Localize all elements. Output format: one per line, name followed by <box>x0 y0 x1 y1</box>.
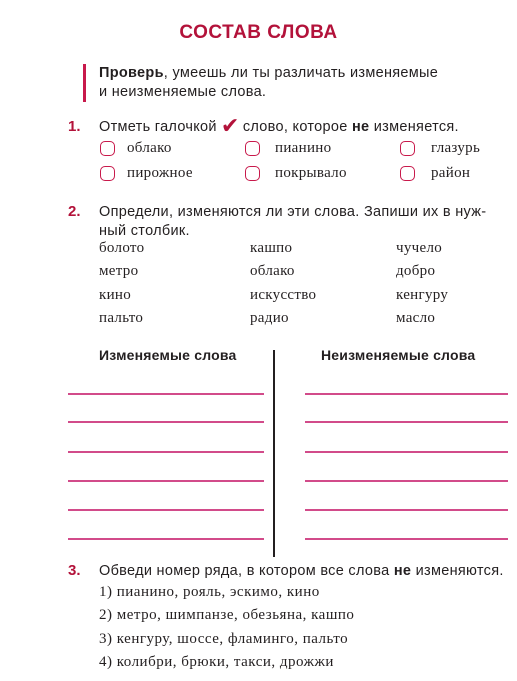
task1-text-middle: слово, которое <box>242 119 348 135</box>
intro-line2: и неизменяемые слова. <box>99 84 267 100</box>
word: пальто <box>99 310 144 326</box>
checkmark-icon: ✔ <box>220 113 240 138</box>
task3-number: 3. <box>68 562 81 579</box>
task1-text <box>99 113 509 138</box>
option-label: покрывало <box>275 165 347 181</box>
checkbox-pirozhnoe[interactable] <box>100 166 115 181</box>
row-option-3[interactable]: 3) кенгуру, шоссе, фламинго, пальто <box>99 631 349 647</box>
writing-line[interactable] <box>305 421 508 423</box>
writing-line[interactable] <box>68 451 264 453</box>
row-option-4[interactable]: 4) колибри, брюки, такси, дрожжи <box>99 654 334 670</box>
option-label: пианино <box>275 140 332 156</box>
task2-line2: ный столбик. <box>99 223 190 239</box>
checkbox-oblako[interactable] <box>100 141 115 156</box>
writing-line[interactable] <box>305 538 508 540</box>
task1-text-after: изменяется. <box>373 119 459 135</box>
task1-text-before: Отметь галочкой <box>99 119 217 135</box>
row-option-1[interactable]: 1) пианино, рояль, эскимо, кино <box>99 584 320 600</box>
word: облако <box>250 263 295 279</box>
writing-line[interactable] <box>305 393 508 395</box>
writing-line[interactable] <box>305 480 508 482</box>
intro-accent-bar <box>83 64 86 102</box>
intro-bold: Проверь <box>99 65 164 81</box>
checkbox-pianino[interactable] <box>245 141 260 156</box>
right-column-header: Неизменяемые слова <box>321 347 476 363</box>
option-label: облако <box>127 140 172 156</box>
task2-number: 2. <box>68 203 81 220</box>
word: болото <box>99 240 145 256</box>
writing-line[interactable] <box>305 451 508 453</box>
page-title: СОСТАВ СЛОВА <box>179 22 338 43</box>
row-option-2[interactable]: 2) метро, шимпанзе, обезьяна, кашпо <box>99 607 355 623</box>
task3-text <box>99 562 509 581</box>
task3-text-bold: не <box>393 563 412 579</box>
task1-number: 1. <box>68 118 81 135</box>
word: чучело <box>396 240 443 256</box>
task3-text-before: Обведи номер ряда, в котором все слова <box>99 563 390 579</box>
word: искусство <box>250 287 317 303</box>
word: масло <box>396 310 436 326</box>
task1-text-bold: не <box>351 119 370 135</box>
word: радио <box>250 310 289 326</box>
writing-line[interactable] <box>68 480 264 482</box>
writing-line[interactable] <box>68 538 264 540</box>
task3-text-after: изменяются. <box>415 563 504 579</box>
writing-line[interactable] <box>305 509 508 511</box>
word: кенгуру <box>396 287 449 303</box>
writing-line[interactable] <box>68 393 264 395</box>
checkbox-rayon[interactable] <box>400 166 415 181</box>
intro-text <box>99 64 509 102</box>
word: добро <box>396 263 436 279</box>
intro-line1: , умеешь ли ты различать изменяемые <box>163 65 439 81</box>
task2-text <box>99 203 509 241</box>
writing-line[interactable] <box>68 421 264 423</box>
writing-line[interactable] <box>68 509 264 511</box>
word: кино <box>99 287 132 303</box>
checkbox-pokryvalo[interactable] <box>245 166 260 181</box>
option-label: глазурь <box>431 140 481 156</box>
option-label: пирожное <box>127 165 193 181</box>
option-label: район <box>431 165 471 181</box>
task2-line1: Определи, изменяются ли эти слова. Запиши их в нуж- <box>99 204 487 220</box>
word: кашпо <box>250 240 293 256</box>
checkbox-glazur[interactable] <box>400 141 415 156</box>
word: метро <box>99 263 139 279</box>
column-divider <box>273 350 275 557</box>
left-column-header: Изменяемые слова <box>99 347 237 363</box>
